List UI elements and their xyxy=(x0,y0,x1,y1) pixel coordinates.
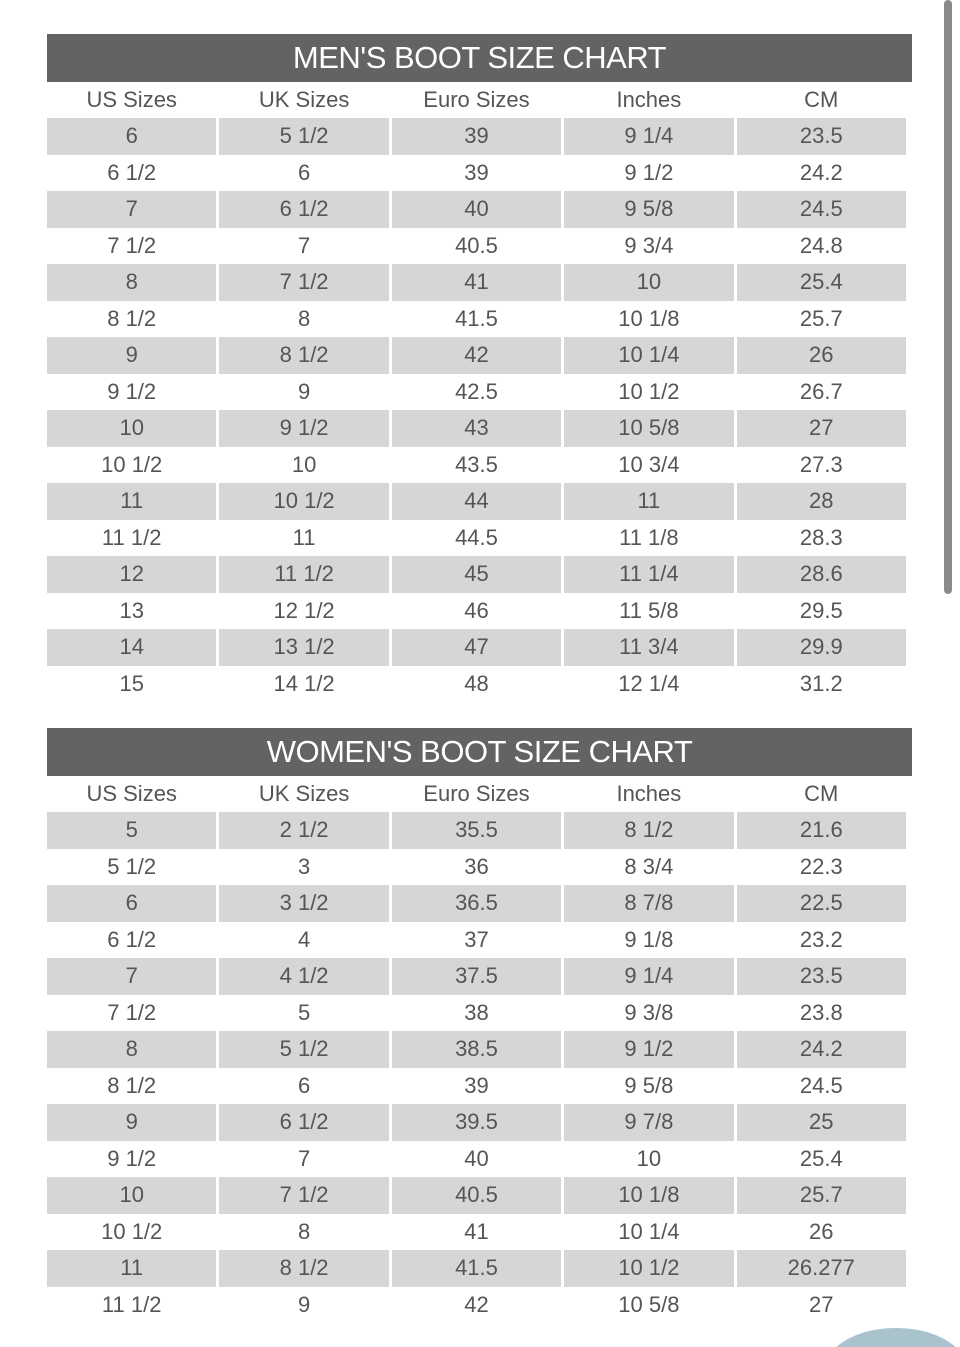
euro-size-cell: 38.5 xyxy=(392,1031,561,1068)
chart-title: MEN'S BOOT SIZE CHART xyxy=(47,34,912,82)
uk-size-cell: 3 xyxy=(219,849,388,886)
cm-cell: 24.5 xyxy=(737,191,906,228)
cm-cell: 25.7 xyxy=(737,1177,906,1214)
scrollbar[interactable] xyxy=(944,0,952,600)
inches-cell: 9 1/4 xyxy=(564,958,733,995)
cm-cell: 28 xyxy=(737,483,906,520)
uk-size-cell: 8 1/2 xyxy=(219,1250,388,1287)
euro-size-cell: 37.5 xyxy=(392,958,561,995)
table-row xyxy=(47,1287,906,1324)
column-header-euro: Euro Sizes xyxy=(392,82,561,118)
us-size-cell: 11 xyxy=(47,1250,216,1287)
euro-size-cell: 41.5 xyxy=(392,1250,561,1287)
table-row xyxy=(47,118,906,155)
table-row xyxy=(47,1250,906,1287)
cm-cell: 23.8 xyxy=(737,995,906,1032)
women-table-body xyxy=(47,812,906,1323)
uk-size-cell: 8 xyxy=(219,301,388,338)
table-row xyxy=(47,1177,906,1214)
euro-size-cell: 37 xyxy=(392,922,561,959)
euro-size-cell: 39.5 xyxy=(392,1104,561,1141)
us-size-cell: 9 1/2 xyxy=(47,1141,216,1178)
us-size-cell: 9 1/2 xyxy=(47,374,216,411)
uk-size-cell: 8 1/2 xyxy=(219,337,388,374)
us-size-cell: 10 xyxy=(47,410,216,447)
us-size-cell: 9 xyxy=(47,1104,216,1141)
us-size-cell: 7 xyxy=(47,191,216,228)
inches-cell: 9 1/4 xyxy=(564,118,733,155)
cm-cell: 23.2 xyxy=(737,922,906,959)
euro-size-cell: 45 xyxy=(392,556,561,593)
cm-cell: 22.5 xyxy=(737,885,906,922)
inches-cell: 9 3/4 xyxy=(564,228,733,265)
floating-action-shape[interactable] xyxy=(826,1328,960,1347)
header-row xyxy=(47,82,906,118)
cm-cell: 24.2 xyxy=(737,155,906,192)
euro-size-cell: 44 xyxy=(392,483,561,520)
euro-size-cell: 43 xyxy=(392,410,561,447)
euro-size-cell: 44.5 xyxy=(392,520,561,557)
inches-cell: 10 xyxy=(564,264,733,301)
euro-size-cell: 40.5 xyxy=(392,1177,561,1214)
column-header-euro: Euro Sizes xyxy=(392,776,561,812)
inches-cell: 10 1/8 xyxy=(564,1177,733,1214)
uk-size-cell: 9 1/2 xyxy=(219,410,388,447)
cm-cell: 25.4 xyxy=(737,264,906,301)
table-row xyxy=(47,1068,906,1105)
us-size-cell: 6 1/2 xyxy=(47,922,216,959)
inches-cell: 10 1/2 xyxy=(564,1250,733,1287)
cm-cell: 24.2 xyxy=(737,1031,906,1068)
inches-cell: 9 1/2 xyxy=(564,155,733,192)
cm-cell: 28.3 xyxy=(737,520,906,557)
table-row xyxy=(47,849,906,886)
cm-cell: 27 xyxy=(737,1287,906,1324)
table-row xyxy=(47,410,906,447)
us-size-cell: 7 1/2 xyxy=(47,995,216,1032)
uk-size-cell: 10 xyxy=(219,447,388,484)
us-size-cell: 8 xyxy=(47,1031,216,1068)
uk-size-cell: 5 xyxy=(219,995,388,1032)
euro-size-cell: 36.5 xyxy=(392,885,561,922)
size-table xyxy=(44,82,909,702)
table-row xyxy=(47,958,906,995)
size-table xyxy=(44,776,909,1323)
table-row xyxy=(47,629,906,666)
inches-cell: 9 5/8 xyxy=(564,1068,733,1105)
cm-cell: 26 xyxy=(737,1214,906,1251)
uk-size-cell: 2 1/2 xyxy=(219,812,388,849)
column-header-us: US Sizes xyxy=(47,776,216,812)
inches-cell: 10 5/8 xyxy=(564,410,733,447)
table-row xyxy=(47,1031,906,1068)
us-size-cell: 10 1/2 xyxy=(47,1214,216,1251)
us-size-cell: 10 xyxy=(47,1177,216,1214)
inches-cell: 10 3/4 xyxy=(564,447,733,484)
uk-size-cell: 14 1/2 xyxy=(219,666,388,703)
inches-cell: 8 7/8 xyxy=(564,885,733,922)
inches-cell: 10 1/8 xyxy=(564,301,733,338)
uk-size-cell: 7 1/2 xyxy=(219,1177,388,1214)
uk-size-cell: 9 xyxy=(219,1287,388,1324)
inches-cell: 11 xyxy=(564,483,733,520)
uk-size-cell: 4 xyxy=(219,922,388,959)
table-row xyxy=(47,447,906,484)
cm-cell: 29.5 xyxy=(737,593,906,630)
cm-cell: 23.5 xyxy=(737,958,906,995)
header-row xyxy=(47,776,906,812)
us-size-cell: 13 xyxy=(47,593,216,630)
uk-size-cell: 6 1/2 xyxy=(219,191,388,228)
uk-size-cell: 5 1/2 xyxy=(219,118,388,155)
cm-cell: 26.7 xyxy=(737,374,906,411)
inches-cell: 10 5/8 xyxy=(564,1287,733,1324)
euro-size-cell: 35.5 xyxy=(392,812,561,849)
cm-cell: 26.277 xyxy=(737,1250,906,1287)
inches-cell: 10 1/2 xyxy=(564,374,733,411)
us-size-cell: 5 xyxy=(47,812,216,849)
uk-size-cell: 7 xyxy=(219,1141,388,1178)
cm-cell: 21.6 xyxy=(737,812,906,849)
table-row xyxy=(47,1104,906,1141)
us-size-cell: 11 1/2 xyxy=(47,520,216,557)
inches-cell: 9 3/8 xyxy=(564,995,733,1032)
us-size-cell: 15 xyxy=(47,666,216,703)
us-size-cell: 14 xyxy=(47,629,216,666)
inches-cell: 10 xyxy=(564,1141,733,1178)
inches-cell: 9 5/8 xyxy=(564,191,733,228)
table-row xyxy=(47,995,906,1032)
us-size-cell: 8 1/2 xyxy=(47,1068,216,1105)
cm-cell: 24.8 xyxy=(737,228,906,265)
cm-cell: 25.4 xyxy=(737,1141,906,1178)
euro-size-cell: 41.5 xyxy=(392,301,561,338)
us-size-cell: 6 xyxy=(47,885,216,922)
uk-size-cell: 7 xyxy=(219,228,388,265)
table-row xyxy=(47,301,906,338)
inches-cell: 8 1/2 xyxy=(564,812,733,849)
chart-title: WOMEN'S BOOT SIZE CHART xyxy=(47,728,912,776)
inches-cell: 10 1/4 xyxy=(564,1214,733,1251)
euro-size-cell: 48 xyxy=(392,666,561,703)
inches-cell: 8 3/4 xyxy=(564,849,733,886)
inches-cell: 9 1/2 xyxy=(564,1031,733,1068)
euro-size-cell: 40.5 xyxy=(392,228,561,265)
inches-cell: 11 3/4 xyxy=(564,629,733,666)
table-row xyxy=(47,264,906,301)
euro-size-cell: 46 xyxy=(392,593,561,630)
men-table-body xyxy=(47,118,906,702)
table-row xyxy=(47,520,906,557)
us-size-cell: 11 xyxy=(47,483,216,520)
scrollbar-thumb[interactable] xyxy=(944,0,952,594)
euro-size-cell: 43.5 xyxy=(392,447,561,484)
euro-size-cell: 39 xyxy=(392,118,561,155)
cm-cell: 25 xyxy=(737,1104,906,1141)
table-row xyxy=(47,885,906,922)
euro-size-cell: 42 xyxy=(392,337,561,374)
table-row xyxy=(47,155,906,192)
inches-cell: 11 5/8 xyxy=(564,593,733,630)
column-header-cm: CM xyxy=(737,82,906,118)
table-row xyxy=(47,228,906,265)
cm-cell: 28.6 xyxy=(737,556,906,593)
table-row xyxy=(47,666,906,703)
uk-size-cell: 6 xyxy=(219,155,388,192)
inches-cell: 11 1/4 xyxy=(564,556,733,593)
cm-cell: 31.2 xyxy=(737,666,906,703)
euro-size-cell: 42 xyxy=(392,1287,561,1324)
us-size-cell: 11 1/2 xyxy=(47,1287,216,1324)
euro-size-cell: 47 xyxy=(392,629,561,666)
uk-size-cell: 10 1/2 xyxy=(219,483,388,520)
euro-size-cell: 39 xyxy=(392,1068,561,1105)
us-size-cell: 5 1/2 xyxy=(47,849,216,886)
us-size-cell: 6 xyxy=(47,118,216,155)
uk-size-cell: 8 xyxy=(219,1214,388,1251)
euro-size-cell: 40 xyxy=(392,191,561,228)
inches-cell: 12 1/4 xyxy=(564,666,733,703)
inches-cell: 9 7/8 xyxy=(564,1104,733,1141)
euro-size-cell: 36 xyxy=(392,849,561,886)
us-size-cell: 10 1/2 xyxy=(47,447,216,484)
inches-cell: 9 1/8 xyxy=(564,922,733,959)
uk-size-cell: 12 1/2 xyxy=(219,593,388,630)
uk-size-cell: 5 1/2 xyxy=(219,1031,388,1068)
table-row xyxy=(47,593,906,630)
cm-cell: 25.7 xyxy=(737,301,906,338)
us-size-cell: 7 xyxy=(47,958,216,995)
us-size-cell: 8 xyxy=(47,264,216,301)
uk-size-cell: 6 1/2 xyxy=(219,1104,388,1141)
column-header-us: US Sizes xyxy=(47,82,216,118)
uk-size-cell: 6 xyxy=(219,1068,388,1105)
inches-cell: 10 1/4 xyxy=(564,337,733,374)
table-row xyxy=(47,812,906,849)
uk-size-cell: 11 xyxy=(219,520,388,557)
uk-size-cell: 4 1/2 xyxy=(219,958,388,995)
table-row xyxy=(47,337,906,374)
us-size-cell: 9 xyxy=(47,337,216,374)
euro-size-cell: 41 xyxy=(392,1214,561,1251)
table-row xyxy=(47,483,906,520)
uk-size-cell: 7 1/2 xyxy=(219,264,388,301)
womens-boot-size-chart xyxy=(47,728,912,1323)
cm-cell: 29.9 xyxy=(737,629,906,666)
us-size-cell: 12 xyxy=(47,556,216,593)
table-row xyxy=(47,191,906,228)
uk-size-cell: 3 1/2 xyxy=(219,885,388,922)
table-row xyxy=(47,922,906,959)
cm-cell: 24.5 xyxy=(737,1068,906,1105)
cm-cell: 23.5 xyxy=(737,118,906,155)
column-header-uk: UK Sizes xyxy=(219,82,388,118)
cm-cell: 22.3 xyxy=(737,849,906,886)
inches-cell: 11 1/8 xyxy=(564,520,733,557)
uk-size-cell: 9 xyxy=(219,374,388,411)
us-size-cell: 6 1/2 xyxy=(47,155,216,192)
column-header-cm: CM xyxy=(737,776,906,812)
euro-size-cell: 42.5 xyxy=(392,374,561,411)
uk-size-cell: 11 1/2 xyxy=(219,556,388,593)
table-row xyxy=(47,1214,906,1251)
column-header-inches: Inches xyxy=(564,776,733,812)
column-header-uk: UK Sizes xyxy=(219,776,388,812)
cm-cell: 26 xyxy=(737,337,906,374)
mens-boot-size-chart xyxy=(47,34,912,702)
table-row xyxy=(47,1141,906,1178)
table-row xyxy=(47,374,906,411)
column-header-inches: Inches xyxy=(564,82,733,118)
cm-cell: 27 xyxy=(737,410,906,447)
cm-cell: 27.3 xyxy=(737,447,906,484)
euro-size-cell: 41 xyxy=(392,264,561,301)
table-row xyxy=(47,556,906,593)
euro-size-cell: 40 xyxy=(392,1141,561,1178)
uk-size-cell: 13 1/2 xyxy=(219,629,388,666)
us-size-cell: 7 1/2 xyxy=(47,228,216,265)
us-size-cell: 8 1/2 xyxy=(47,301,216,338)
euro-size-cell: 38 xyxy=(392,995,561,1032)
euro-size-cell: 39 xyxy=(392,155,561,192)
